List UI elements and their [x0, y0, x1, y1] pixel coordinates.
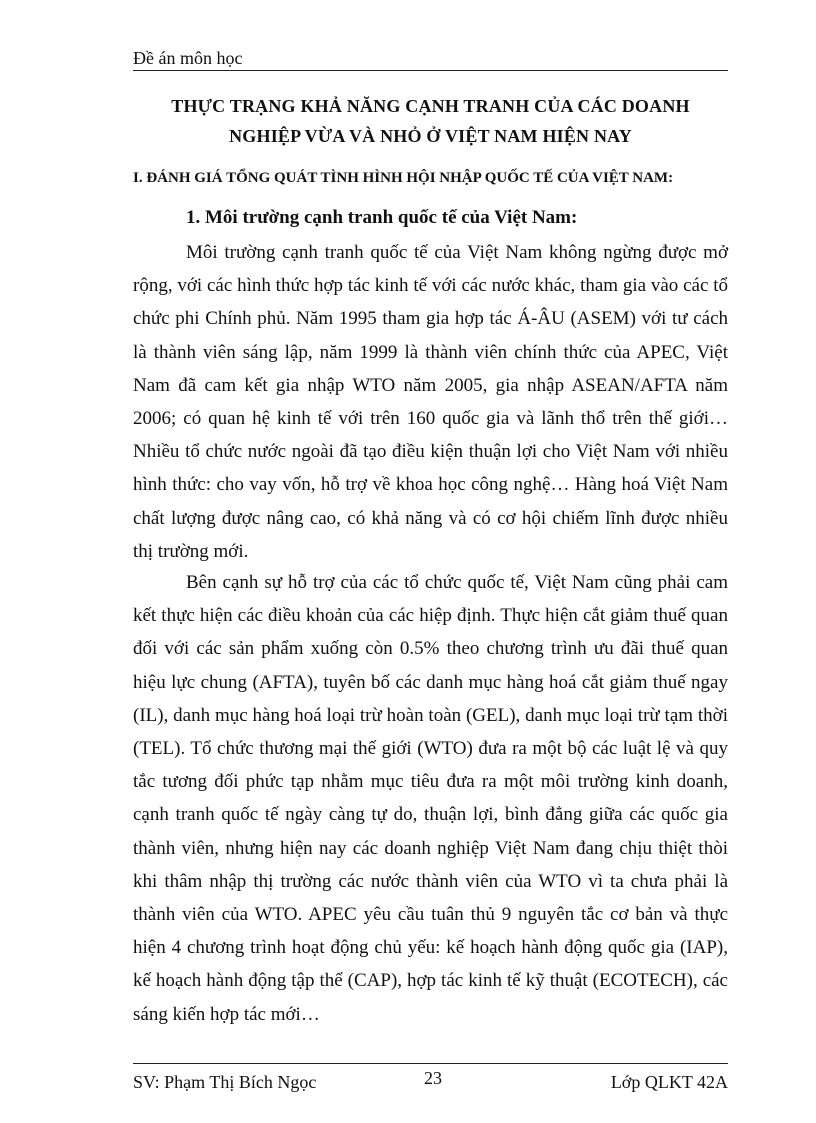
page-header: Đề án môn học [133, 48, 243, 68]
page-number: 23 [424, 1068, 442, 1088]
section-heading: I. ĐÁNH GIÁ TỔNG QUÁT TÌNH HÌNH HỘI NHẬP QUỐC TẾ CỦA VIỆT NAM: [133, 170, 674, 186]
header-rule [133, 70, 728, 71]
footer-student-name: SV: Phạm Thị Bích Ngọc [133, 1072, 317, 1092]
document-title-line-2: NGHIỆP VỪA VÀ NHỎ Ở VIỆT NAM HIỆN NAY [229, 126, 632, 146]
footer-rule [133, 1063, 728, 1064]
body-paragraph-1: Môi trường cạnh tranh quốc tế của Việt Nam không ngừng được mở rộng, với các hình thức hợp tác kinh tế với các nước khác, tham gia vào các tổ chức phi Chính phủ. Năm 1995 tham gia hợp tác Á-ÂU (ASEM) với tư cách là thành viên sáng lập, năm 1999 là thành viên chính thức của APEC, Việt Nam đã cam kết gia nhập WTO năm 2005, gia nhập ASEAN/AFTA năm 2006; có quan hệ kinh tế với trên 160 quốc gia và lãnh thổ trên thế giới… Nhiều tổ chức nước ngoài đã tạo điều kiện thuận lợi cho Việt Nam với nhiều hình thức: cho vay vốn, hỗ trợ về khoa học công nghệ… Hàng hoá Việt Nam chất lượng được nâng cao, có khả năng và có cơ hội chiếm lĩnh được nhiều thị trường mới. [133, 242, 728, 562]
body-paragraph-2: Bên cạnh sự hỗ trợ của các tổ chức quốc tế, Việt Nam cũng phải cam kết thực hiện các điều khoản của các hiệp định. Thực hiện cắt giảm thuế quan đối với các sản phẩm xuống còn 0.5% theo chương trình ưu đãi thuế quan hiệu lực chung (AFTA), tuyên bố các danh mục hàng hoá cắt giảm thuế ngay (IL), danh mục hàng hoá loại trừ hoàn toàn (GEL), danh mục loại trừ tạm thời (TEL). Tổ chức thương mại thế giới (WTO) đưa ra một bộ các luật lệ và quy tắc tương đối phức tạp nhằm mục tiêu đưa ra một môi trường kinh doanh, cạnh tranh quốc tế ngày càng tự do, thuận lợi, bình đẳng giữa các quốc gia thành viên, nhưng hiện nay các doanh nghiệp Việt Nam đang chịu thiệt thòi khi thâm nhập thị trường các nước thành viên của WTO vì ta chưa phải là thành viên của WTO. APEC yêu cầu tuân thủ 9 nguyên tắc cơ bản và thực hiện 4 chương trình hoạt động chủ yếu: kế hoạch hành động quốc gia (IAP), kế hoạch hành động tập thể (CAP), hợp tác kinh tế kỹ thuật (ECOTECH), các sáng kiến hợp tác mới… [133, 572, 728, 1025]
document-title-line-1: THỰC TRẠNG KHẢ NĂNG CẠNH TRANH CỦA CÁC DOANH [171, 96, 690, 116]
subsection-heading: 1. Môi trường cạnh tranh quốc tế của Việt Nam: [186, 207, 578, 228]
footer-class-name: Lớp QLKT 42A [610, 1072, 728, 1092]
